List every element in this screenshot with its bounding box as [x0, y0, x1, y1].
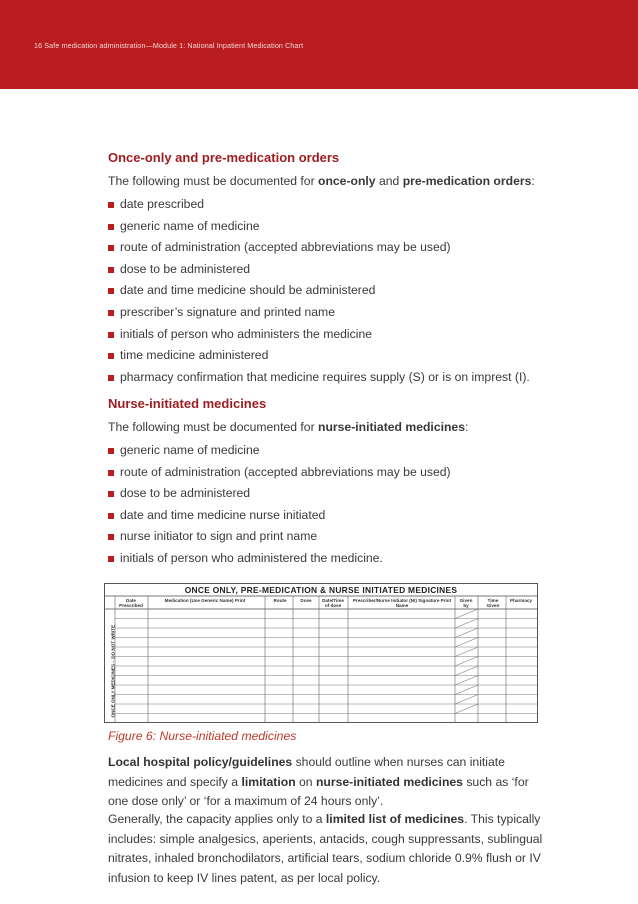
- bullet-square-icon: [108, 491, 114, 497]
- bullet-square-icon: [108, 202, 114, 208]
- col-header-route: Route: [273, 598, 287, 603]
- bullet-square-icon: [108, 534, 114, 540]
- form-strike-line: [455, 638, 478, 648]
- list-item: generic name of medicine: [108, 440, 548, 462]
- form-strike-line: [455, 685, 478, 695]
- list-item: initials of person who administered the medicine.: [108, 548, 548, 570]
- col-header-dose: Dose: [300, 598, 312, 603]
- list-item: date and time medicine should be administered: [108, 280, 548, 302]
- col-header-datetime: Date/Time of dose: [322, 598, 344, 608]
- list-item: generic name of medicine: [108, 216, 548, 238]
- bullet-square-icon: [108, 556, 114, 562]
- col-header-time: Time Given: [486, 598, 500, 608]
- list-item: nurse initiator to sign and print name: [108, 526, 548, 548]
- nurse-initiated-intro: The following must be documented for nurse-initiated medicines:: [108, 420, 469, 434]
- form-strike-line: [455, 704, 478, 714]
- list-item: prescriber’s signature and printed name: [108, 302, 548, 324]
- bullet-square-icon: [108, 513, 114, 519]
- bullet-square-icon: [108, 224, 114, 230]
- medication-chart-figure: [104, 583, 538, 723]
- nurse-initiated-section: [108, 396, 548, 570]
- bullet-square-icon: [108, 310, 114, 316]
- col-header-date: Date Prescribed: [119, 598, 143, 608]
- once-only-intro: The following must be documented for once-only and pre-medication orders:: [108, 174, 535, 188]
- list-item: date prescribed: [108, 194, 548, 216]
- list-item: time medicine administered: [108, 345, 548, 367]
- bullet-square-icon: [108, 245, 114, 251]
- form-title: ONCE ONLY, PRE-MEDICATION & NURSE INITIATED MEDICINES: [184, 585, 458, 595]
- form-strike-line: [455, 619, 478, 629]
- form-strike-line: [455, 647, 478, 657]
- list-item: date and time medicine nurse initiated: [108, 505, 548, 527]
- capacity-paragraph: Generally, the capacity applies only to a limited list of medicines. This typically includes: simple analgesics, aperients, antacids, cough suppressants, sublingual nitrates, inhaled bronchodilators, artificial tears, sodium chloride 0.9% flush or IV infusion to keep IV lines patent, as per local policy.: [108, 812, 543, 885]
- form-strike-line: [455, 628, 478, 638]
- list-item: route of administration (accepted abbreviations may be used): [108, 237, 548, 259]
- form-side-label: ONCE ONLY MEDICINES – DO NOT WRITE: [110, 624, 116, 718]
- bullet-square-icon: [108, 332, 114, 338]
- bullet-square-icon: [108, 375, 114, 381]
- form-strike-line: [455, 676, 478, 686]
- once-only-section: [108, 150, 548, 388]
- list-item: dose to be administered: [108, 259, 548, 281]
- col-header-medication: Medication (Use Generic Name) Print: [164, 598, 246, 603]
- figure-caption: Figure 6: Nurse-initiated medicines: [108, 729, 297, 743]
- once-only-list: [108, 194, 548, 388]
- bullet-square-icon: [108, 267, 114, 273]
- bullet-square-icon: [108, 448, 114, 454]
- form-strike-line: [455, 609, 478, 619]
- col-header-prescriber: Prescriber/Nurse Initiator (NI) Signature Print Name: [352, 598, 452, 608]
- policy-paragraph: Local hospital policy/guidelines should outline when nurses can initiate medicines and specify a limitation on nurse-initiated medicines such as ‘for one dose only’ or ‘for a maximum of 24 hours only’.: [108, 755, 529, 808]
- bullet-square-icon: [108, 288, 114, 294]
- nurse-initiated-list: [108, 440, 548, 570]
- bullet-square-icon: [108, 470, 114, 476]
- form-strike-line: [455, 695, 478, 705]
- col-header-pharmacy: Pharmacy: [510, 598, 532, 603]
- form-strike-line: [455, 657, 478, 667]
- section-heading-nurse-initiated: Nurse-initiated medicines: [108, 396, 267, 411]
- section-heading-once-only: Once-only and pre-medication orders: [108, 150, 340, 165]
- form-strike-line: [455, 666, 478, 676]
- list-item: initials of person who administers the medicine: [108, 324, 548, 346]
- col-header-given: Given by: [459, 598, 473, 608]
- list-item: pharmacy confirmation that medicine requires supply (S) or is on imprest (I).: [108, 367, 548, 389]
- list-item: route of administration (accepted abbreviations may be used): [108, 462, 548, 484]
- list-item: dose to be administered: [108, 483, 548, 505]
- bullet-square-icon: [108, 353, 114, 359]
- running-header: 16 Safe medication administration—Module 1: National Inpatient Medication Chart: [34, 41, 304, 50]
